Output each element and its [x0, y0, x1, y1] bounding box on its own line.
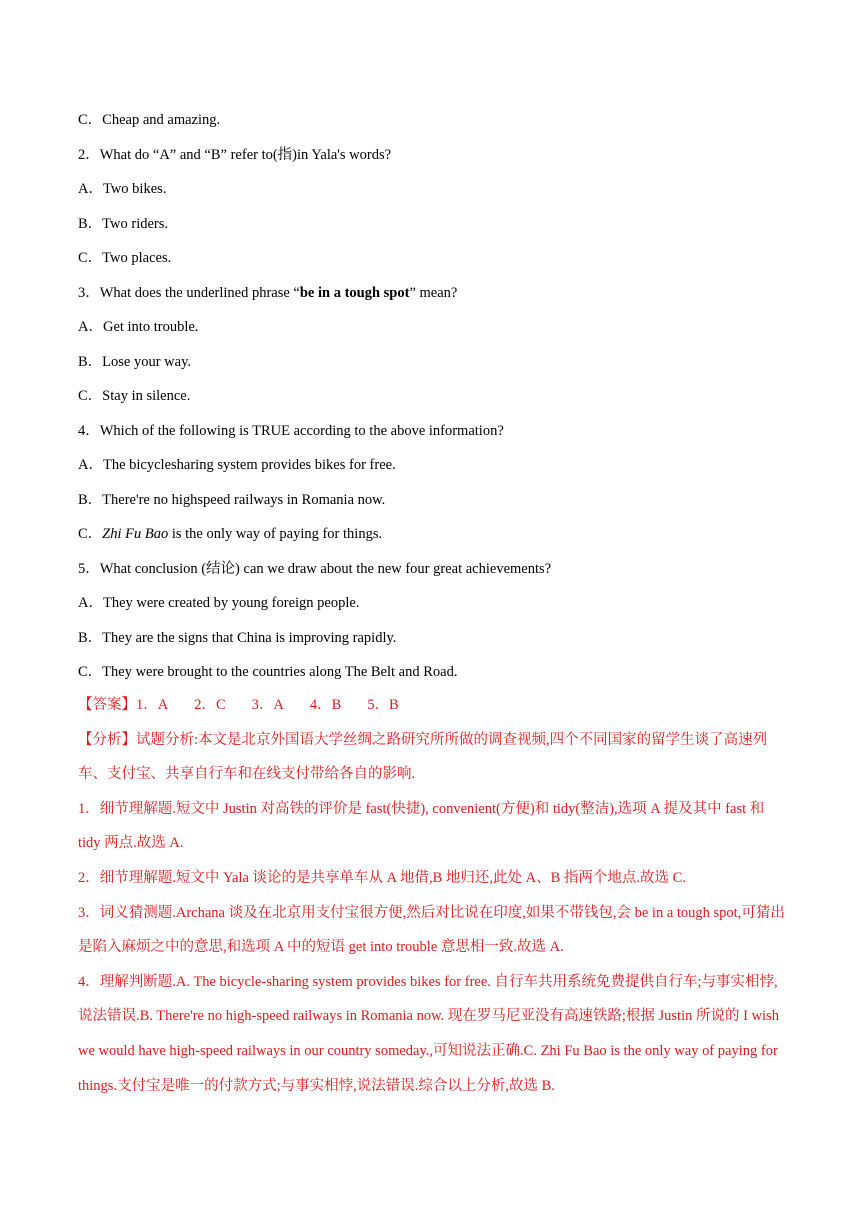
answer-label: 【答案】	[78, 697, 136, 713]
answer-key	[78, 688, 786, 723]
q4-c-italic: Zhi Fu Bao	[102, 526, 169, 542]
q3-option-a: A．Get into trouble.	[78, 319, 199, 335]
q3-option-b: B．Lose your way.	[78, 354, 192, 370]
q1-option-c: C．Cheap and amazing.	[78, 112, 221, 128]
q4-option-a: A．The bicyclesharing system provides bikes for free.	[78, 457, 396, 473]
q5-option-a: A．They were created by young foreign people.	[78, 595, 360, 611]
q2-option-b: B．Two riders.	[78, 216, 169, 232]
answer-item: 5．B	[367, 697, 399, 713]
q5-option-b: B．They are the signs that China is improving rapidly.	[78, 630, 397, 646]
analysis-intro: 【分析】试题分析:本文是北京外国语大学丝绸之路研究所所做的调查视频,四个不同国家的留学生谈了高速列车、支付宝、共享自行车和在线支付带给各自的影响.	[78, 731, 768, 783]
q5-stem: 5．What conclusion (结论) can we draw about the new four great achievements?	[78, 561, 552, 577]
analysis-item-4: 4．理解判断题.A. The bicycle-sharing system provides bikes for free. 自行车共用系统免费提供自行车;与事实相悖,说法错误.B. There're no high-speed railways in Romania now. 现在罗马尼亚没有高速铁路;根据 Justin 所说的 I wish we would have high-speed railways in our country someday.,可知说法正确.C. Zhi Fu Bao is the only way of paying for things.支付宝是唯一的付款方式;与事实相悖,说法错误.综合以上分析,故选 B.	[78, 973, 779, 1094]
q3-text-post: ” mean?	[409, 285, 458, 301]
answer-item: 1．A	[136, 697, 169, 713]
q3-text-pre: 3．What does the underlined phrase “	[78, 285, 300, 301]
q2-option-a: A．Two bikes.	[78, 181, 167, 197]
answer-item: 4．B	[309, 697, 342, 713]
q2-option-c: C．Two places.	[78, 250, 172, 266]
q2-number: 2．	[78, 147, 100, 163]
q4-option-b: B．There're no highspeed railways in Romania now.	[78, 492, 386, 508]
answer-item: 2．C	[194, 697, 226, 713]
q4-option-c	[78, 524, 382, 544]
answer-section	[78, 688, 786, 1103]
analysis-item-2: 2．细节理解题.短文中 Yala 谈论的是共享单车从 A 地借,B 地归还,此处 A、B 指两个地点.故选 C.	[78, 869, 686, 886]
q2-text: What do “A” and “B” refer to(指)in Yala's words?	[99, 147, 392, 163]
analysis-item-3: 3．词义猜测题.Archana 谈及在北京用支付宝很方便,然后对比说在印度,如果不带钱包,会 be in a tough spot,可猜出是陷入麻烦之中的意思,和选项 A 中的短语 get into trouble 意思相一致.故选 A.	[78, 904, 785, 956]
q2-stem	[78, 145, 391, 165]
q5-option-c: C．They were brought to the countries along The Belt and Road.	[78, 664, 458, 680]
q4-c-pre: C．	[78, 526, 103, 542]
q3-option-c: C．Stay in silence.	[78, 388, 191, 404]
q4-c-post: is the only way of paying for things.	[168, 526, 383, 542]
answer-item: 3．A	[251, 697, 284, 713]
analysis-item-1: 1．细节理解题.短文中 Justin 对高铁的评价是 fast(快捷), convenient(方便)和 tidy(整洁),选项 A 提及其中 fast 和 tidy 两点.故选 A.	[78, 800, 765, 852]
q3-phrase: be in a tough spot	[299, 285, 410, 301]
q4-stem: 4．Which of the following is TRUE according to the above information?	[78, 423, 504, 439]
q3-stem	[78, 283, 457, 303]
